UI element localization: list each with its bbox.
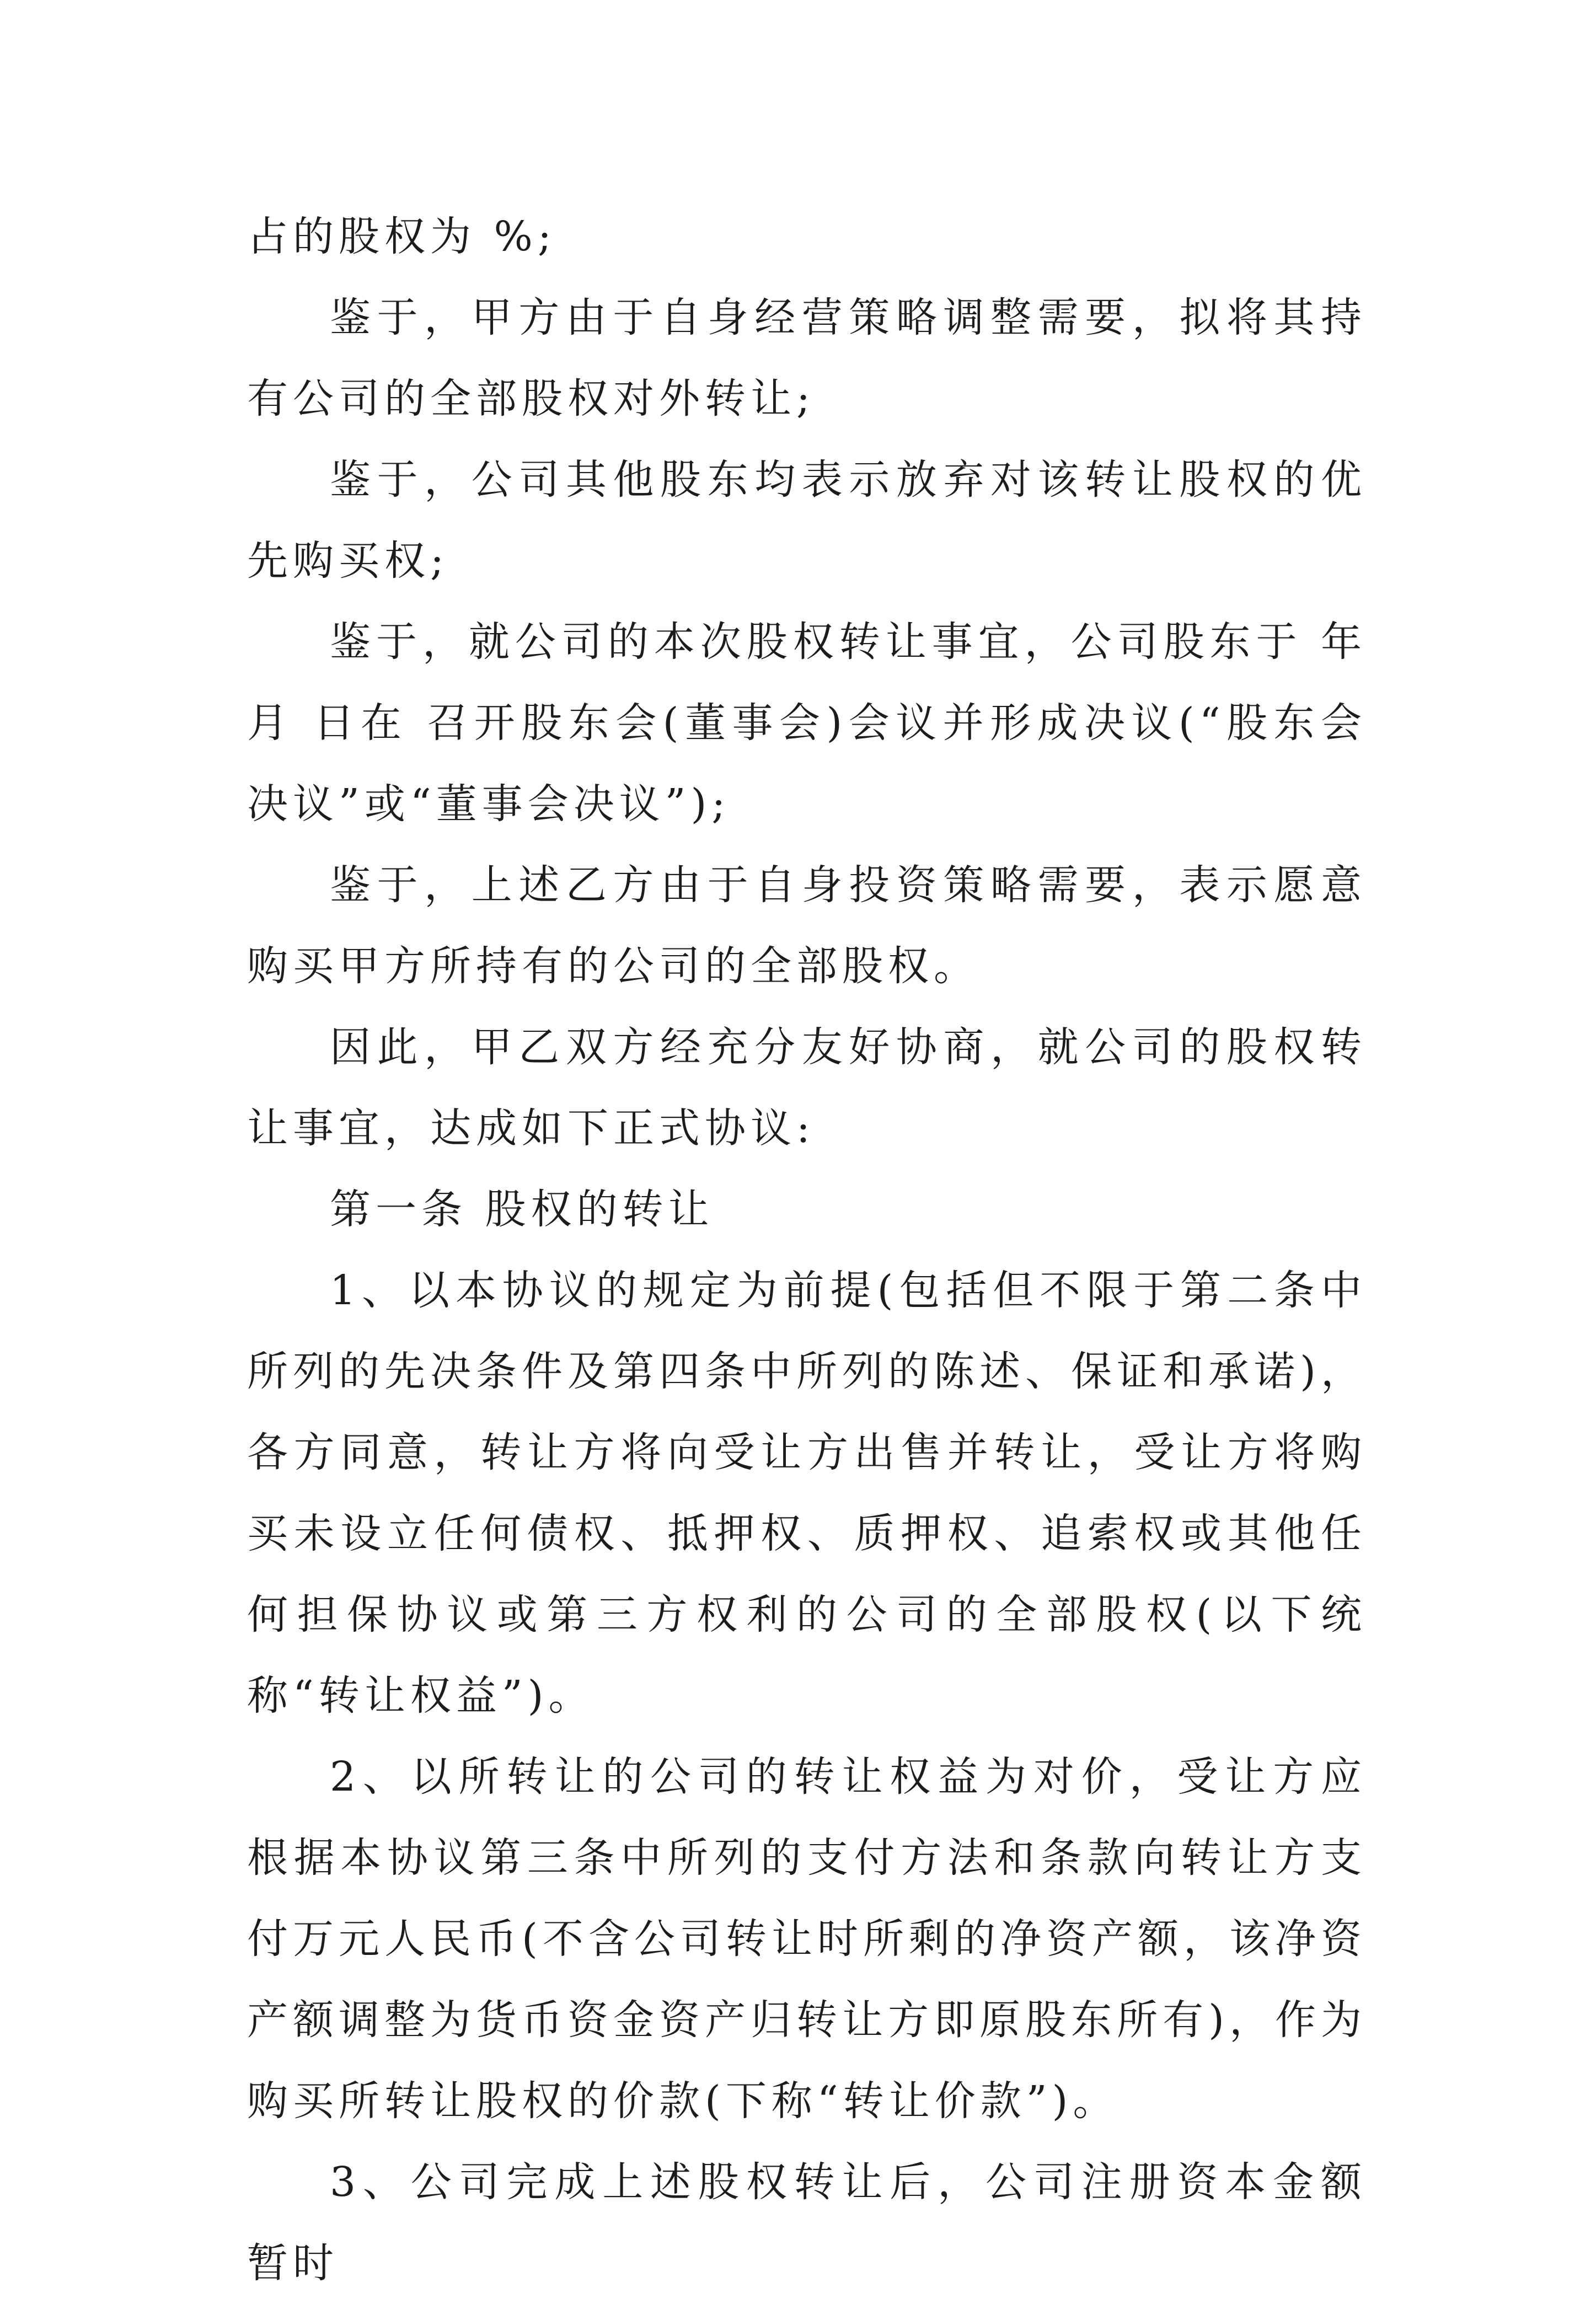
paragraph-whereas-waiver: 鉴于，公司其他股东均表示放弃对该转让股权的优先购买权; <box>247 456 1367 585</box>
article-heading: 第一条 股权的转让 <box>330 1186 714 1233</box>
paragraph-share-ratio: 占的股权为 %; <box>247 213 556 260</box>
document-body <box>247 196 1367 2304</box>
paragraph-whereas-purchase-intent: 鉴于，上述乙方由于自身投资策略需要，表示愿意购买甲方所持有的公司的全部股权。 <box>247 861 1367 990</box>
clause-2: 2、以所转让的公司的转让权益为对价，受让方应根据本协议第三条中所列的支付方法和条款向转让方支付万元人民币(不含公司转让时所剩的净资产额，该净资产额调整为货币资金资产归转让方即原股东所有)，作为购买所转让股权的价款(下称“转让价款”)。 <box>247 1753 1367 2125</box>
clause-1: 1、以本协议的规定为前提(包括但不限于第二条中所列的先决条件及第四条中所列的陈述、保证和承诺)，各方同意，转让方将向受让方出售并转让，受让方将购买未设立任何债权、抵押权、质押权、追索权或其他任何担保协议或第三方权利的公司的全部股权(以下统称“转让权益”)。 <box>247 1267 1367 1719</box>
paragraph-agreement-intro: 因此，甲乙双方经充分友好协商，就公司的股权转让事宜，达成如下正式协议: <box>247 1024 1367 1152</box>
paragraph-whereas-transfer-intent: 鉴于，甲方由于自身经营策略调整需要，拟将其持有公司的全部股权对外转让; <box>247 294 1367 422</box>
paragraph-whereas-resolution: 鉴于，就公司的本次股权转让事宜，公司股东于 年 月 日在 召开股东会(董事会)会议并形成决议(“股东会决议”或“董事会决议”); <box>247 618 1367 828</box>
clause-3: 3、公司完成上述股权转让后，公司注册资本金额暂时 <box>247 2158 1367 2287</box>
